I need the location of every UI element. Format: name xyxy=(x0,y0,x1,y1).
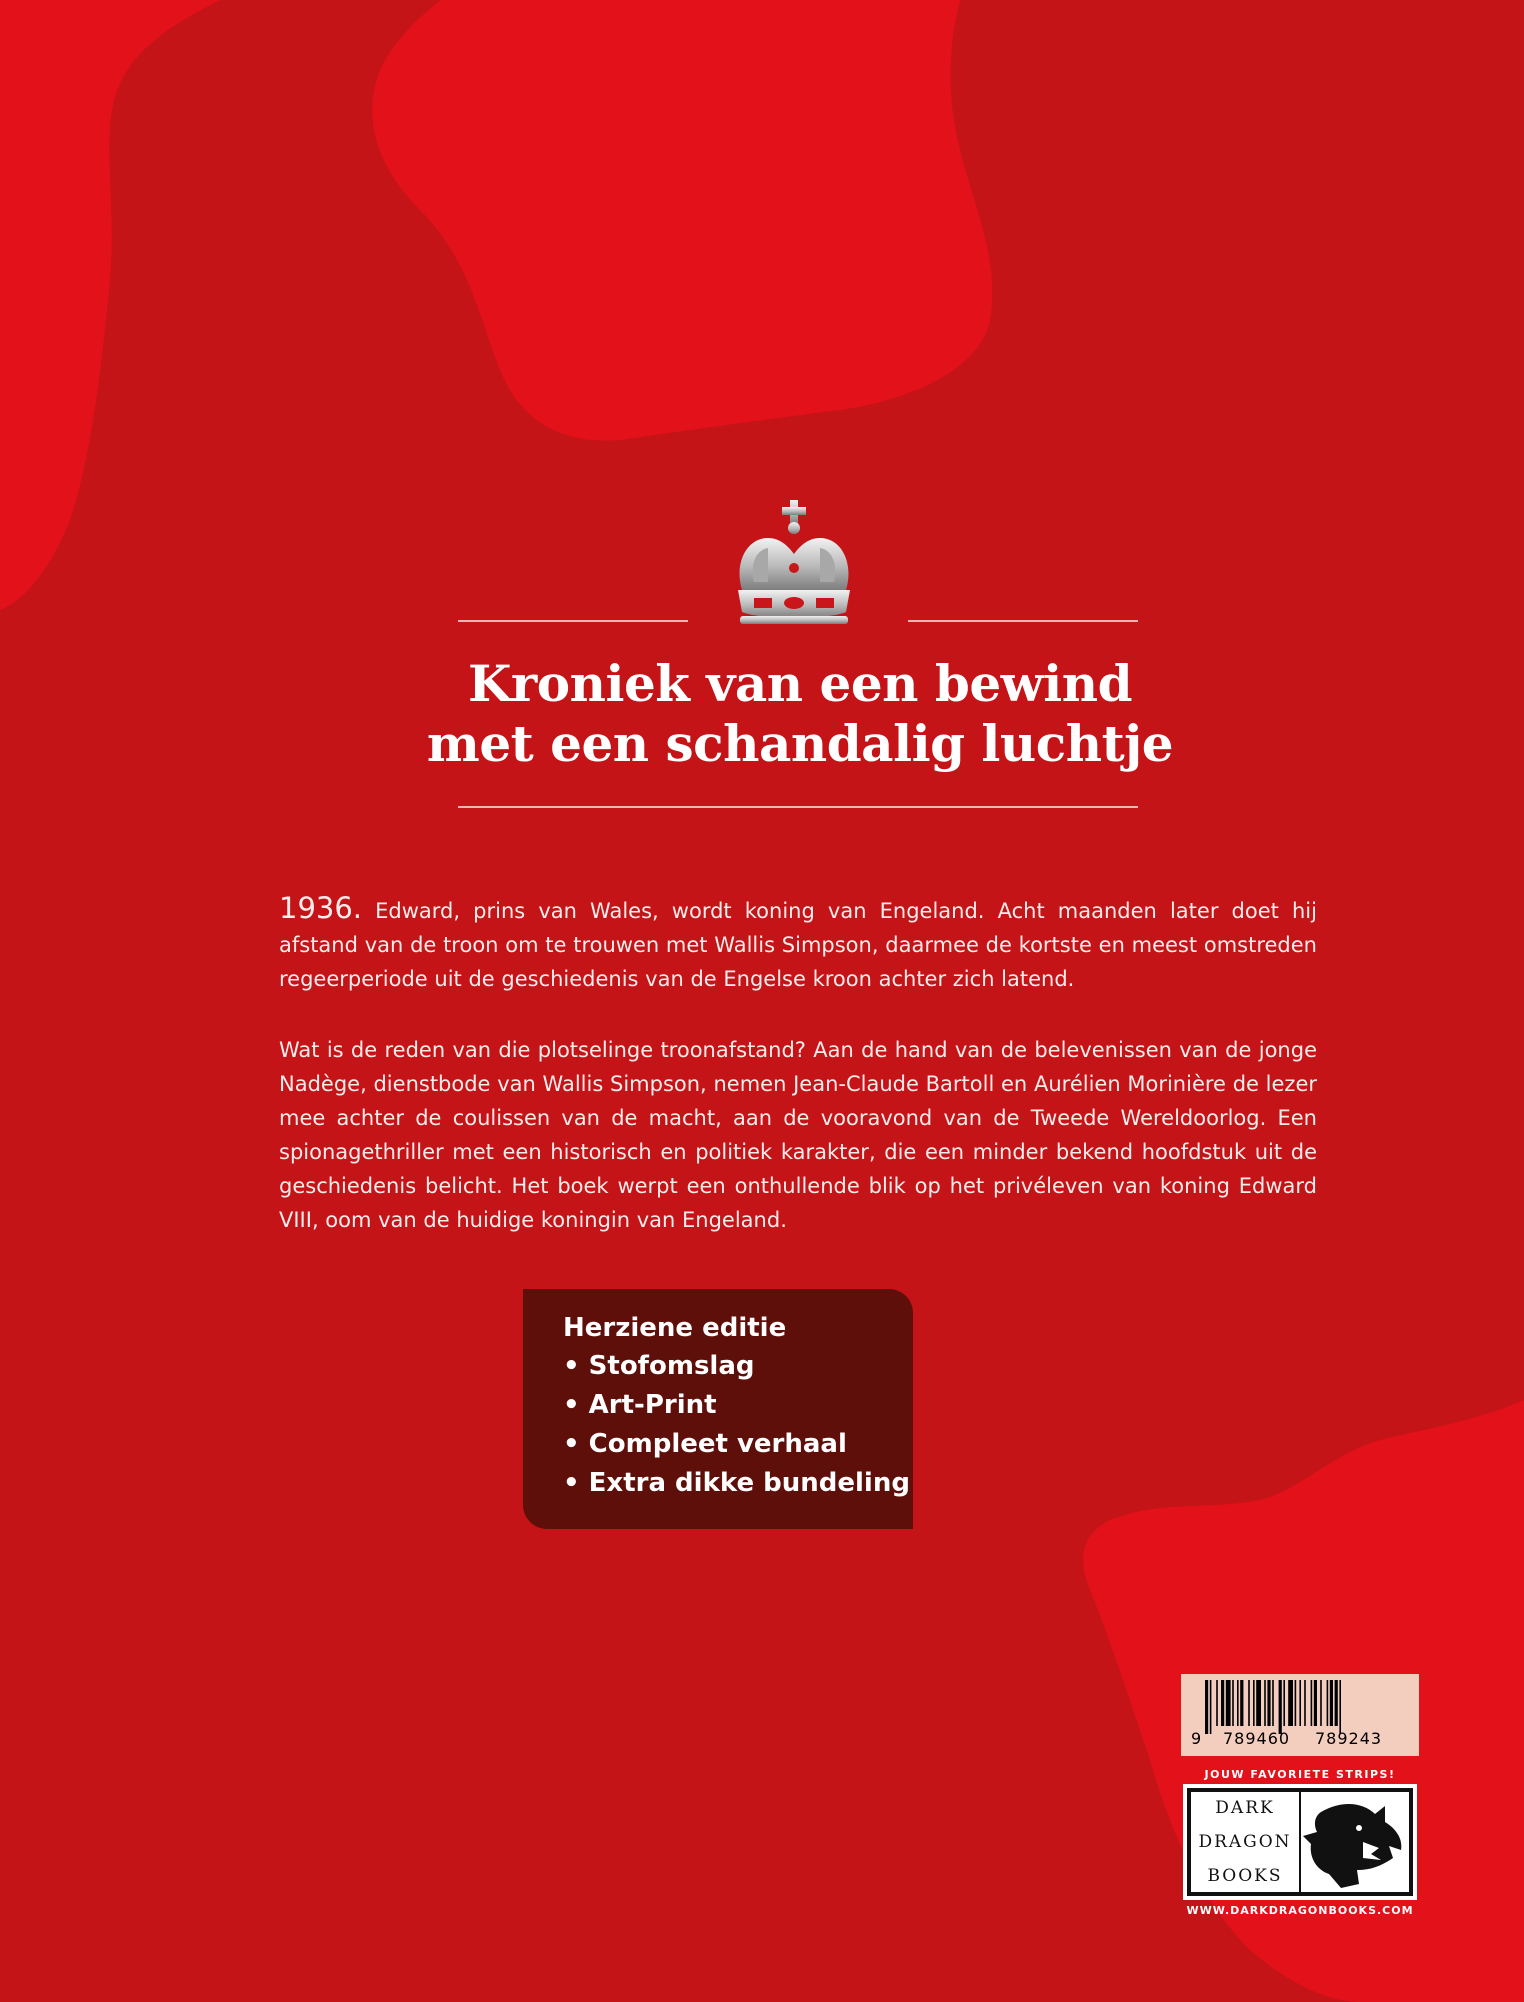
heading-line-2: met een schandalig luchtje xyxy=(426,714,1174,773)
barcode-bar xyxy=(1304,1680,1306,1726)
barcode-bar xyxy=(1232,1680,1234,1726)
features-panel xyxy=(523,1289,913,1529)
barcode-bar xyxy=(1311,1680,1313,1726)
barcode-group-1: 789460 xyxy=(1223,1729,1291,1748)
barcode-bar xyxy=(1216,1680,1218,1726)
crown-icon xyxy=(728,498,860,630)
barcode-bar xyxy=(1279,1680,1282,1734)
barcode-bar xyxy=(1237,1680,1239,1726)
barcode-bar xyxy=(1264,1680,1266,1726)
rule-bottom xyxy=(458,806,1138,808)
feature-item: • Compleet verhaal xyxy=(563,1429,847,1459)
barcode xyxy=(1181,1674,1419,1756)
features-title: Herziene editie xyxy=(563,1313,787,1343)
blurb-paragraph-1 xyxy=(279,891,1317,996)
barcode-bar xyxy=(1283,1680,1285,1726)
barcode-bar xyxy=(1299,1680,1301,1726)
blurb-year: 1936. xyxy=(279,891,363,925)
publisher-badge xyxy=(1183,1784,1417,1900)
publisher-wordmark xyxy=(1191,1792,1299,1892)
barcode-bar xyxy=(1253,1680,1255,1726)
publisher-word-books: BOOKS xyxy=(1207,1866,1283,1886)
feature-item: • Stofomslag xyxy=(563,1351,755,1381)
blurb-paragraph-2: Wat is de reden van die plotselinge troonafstand? Aan de hand van de belevenissen van de jonge Nadège, dienstbode van Wallis Simpson, nemen Jean-Claude Bartoll en Aurélien Morinière de lezer mee achter de coulissen van de macht, aan de vooravond van de Tweede Wereldoorlog. Een spionagethriller met een historisch en politiek karakter, die een minder bekend hoofdstuk uit de geschiedenis belicht. Het boek werpt een onthullende blik op het privéleven van koning Edward VIII, oom van de huidige koningin van Engeland. xyxy=(279,1038,1317,1232)
barcode-bars xyxy=(1181,1674,1419,1756)
barcode-group-2: 789243 xyxy=(1315,1729,1383,1748)
barcode-bar xyxy=(1327,1680,1329,1726)
feature-item: • Art-Print xyxy=(563,1390,717,1420)
rule-left-top xyxy=(458,620,688,622)
barcode-bar xyxy=(1256,1680,1261,1726)
blurb-paragraph-1-text: Edward, prins van Wales, wordt koning van Engeland. Acht maanden later doet hij afstand van de troon om te trouwen met Wallis Simpson, daarmee de kortste en meest omstreden regeerperiode uit de geschiedenis van de Engelse kroon achter zich latend. xyxy=(279,899,1317,991)
publisher-tagline: JOUW FAVORIETE STRIPS! xyxy=(1204,1768,1396,1781)
barcode-bar xyxy=(1205,1680,1208,1734)
publisher-logo xyxy=(1181,1768,1419,1920)
publisher-word-dragon: DRAGON xyxy=(1198,1832,1292,1852)
barcode-bar xyxy=(1240,1680,1243,1726)
barcode-bar xyxy=(1248,1680,1250,1726)
feature-item: • Extra dikke bundeling xyxy=(563,1468,910,1498)
barcode-bar xyxy=(1226,1680,1231,1726)
publisher-url: WWW.DARKDRAGONBOOKS.COM xyxy=(1186,1904,1414,1917)
barcode-bar xyxy=(1314,1680,1317,1726)
barcode-bar xyxy=(1335,1680,1338,1726)
barcode-bar xyxy=(1221,1680,1224,1726)
heading-line-1: Kroniek van een bewind xyxy=(467,654,1133,713)
barcode-bar xyxy=(1210,1680,1212,1734)
barcode-bar xyxy=(1320,1680,1322,1726)
barcode-bar xyxy=(1272,1680,1274,1726)
heading xyxy=(330,654,1270,774)
barcode-bar xyxy=(1295,1680,1297,1726)
rule-right-top xyxy=(908,620,1138,622)
barcode-lead-digit: 9 xyxy=(1191,1729,1203,1748)
barcode-bar xyxy=(1288,1680,1293,1726)
barcode-bar xyxy=(1330,1680,1333,1726)
barcode-bar xyxy=(1339,1680,1341,1734)
dragon-icon xyxy=(1301,1792,1409,1892)
publisher-word-dark: DARK xyxy=(1215,1798,1275,1818)
barcode-bar xyxy=(1267,1680,1270,1726)
